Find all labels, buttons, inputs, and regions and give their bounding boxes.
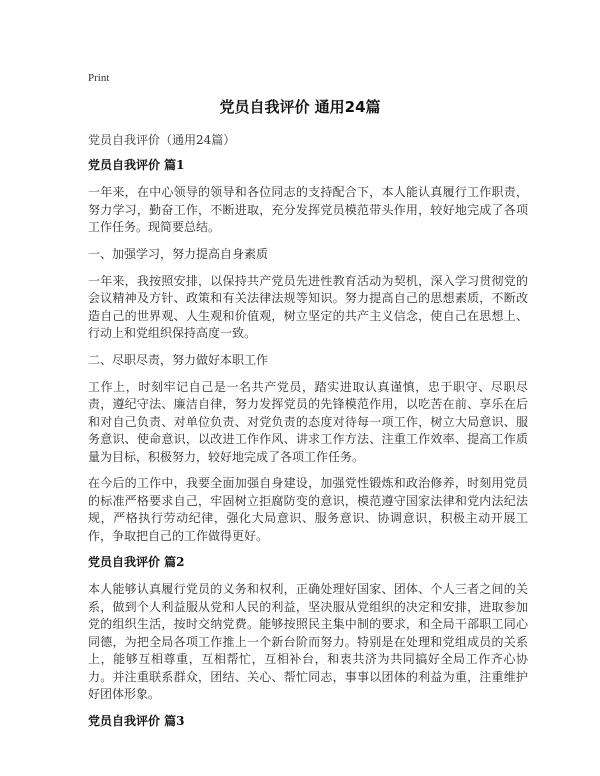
section-heading-3: 党员自我评价 篇3 <box>88 713 185 728</box>
document-body <box>88 132 528 740</box>
section-heading-2: 党员自我评价 篇2 <box>88 555 185 569</box>
section-1-paragraph-1: 一年来，我按照安排，以保持共产党员先进性教育活动为契机，深入学习贯彻党的会议精神及方针、政策和有关法律法规等知识。努力提高自己的思想素质，不断改造自己的世界观、人生观和价值观，树立坚定的共产主义信念，使自己在思想上、行动上和党组织保持高度一致。 <box>88 273 528 340</box>
section-heading-1: 党员自我评价 篇1 <box>88 158 185 172</box>
section-2-paragraph-1: 本人能够认真履行党员的义务和权利，正确处理好国家、团体、个人三者之间的关系，做到个人利益服从党和人民的利益，坚决服从党组织的决定和安排，进取参加党的组织生活，按时交纳党费。能够按照民主集中制的要求，和全局干部职工同心同德，为把全局各项工作推上一个新台阶而努力。特别是在处理和党组成员的关系上，能够互相尊重，互相帮忙，互相补台，和衷共济为共同搞好全局工作齐心协力。并注重联系群众，团结、关心、帮忙同志，事事以团体的利益为重，注重维护好团体形象。 <box>88 582 528 701</box>
section-1-paragraph-3: 在今后的工作中，我要全面加强自身建设，加强党性锻炼和政治修养，时刻用党员的标准严格要求自己，牢固树立拒腐防变的意识，模范遵守国家法律和党内法纪法规，严格执行劳动纪律，强化大局意识、服务意识、协调意识，积极主动开展工作，争取把自己的工作做得更好。 <box>88 476 528 543</box>
print-label[interactable]: Print <box>88 72 110 84</box>
document-title: 党员自我评价 通用24篇 <box>219 98 381 116</box>
section-1-subheading-2: 二、尽职尽责，努力做好本职工作 <box>88 352 269 367</box>
section-1-intro: 一年来，在中心领导的领导和各位同志的支持配合下，本人能认真履行工作职责，努力学习，勤奋工作，不断进取，充分发挥党员模范带头作用，较好地完成了各项工作任务。现简要总结。 <box>88 185 528 234</box>
document-subtitle: 党员自我评价（通用24篇） <box>88 133 236 147</box>
section-1-subheading-1: 一、加强学习，努力提高自身素质 <box>88 246 269 261</box>
section-1-paragraph-2: 工作上，时刻牢记自己是一名共产党员，踏实进取认真谨慎，忠于职守、尽职尽责，遵纪守法、廉洁自律，努力发挥党员的先锋模范作用，以吃苦在前、享乐在后和对自己负责、对单位负责、对党负责的态度对待每一项工作，树立大局意识、服务意识、使命意识，以改进工作作风、讲求工作方法、注重工作效率、提高工作质量为目标，积极努力，较好地完成了各项工作任务。 <box>88 379 528 464</box>
